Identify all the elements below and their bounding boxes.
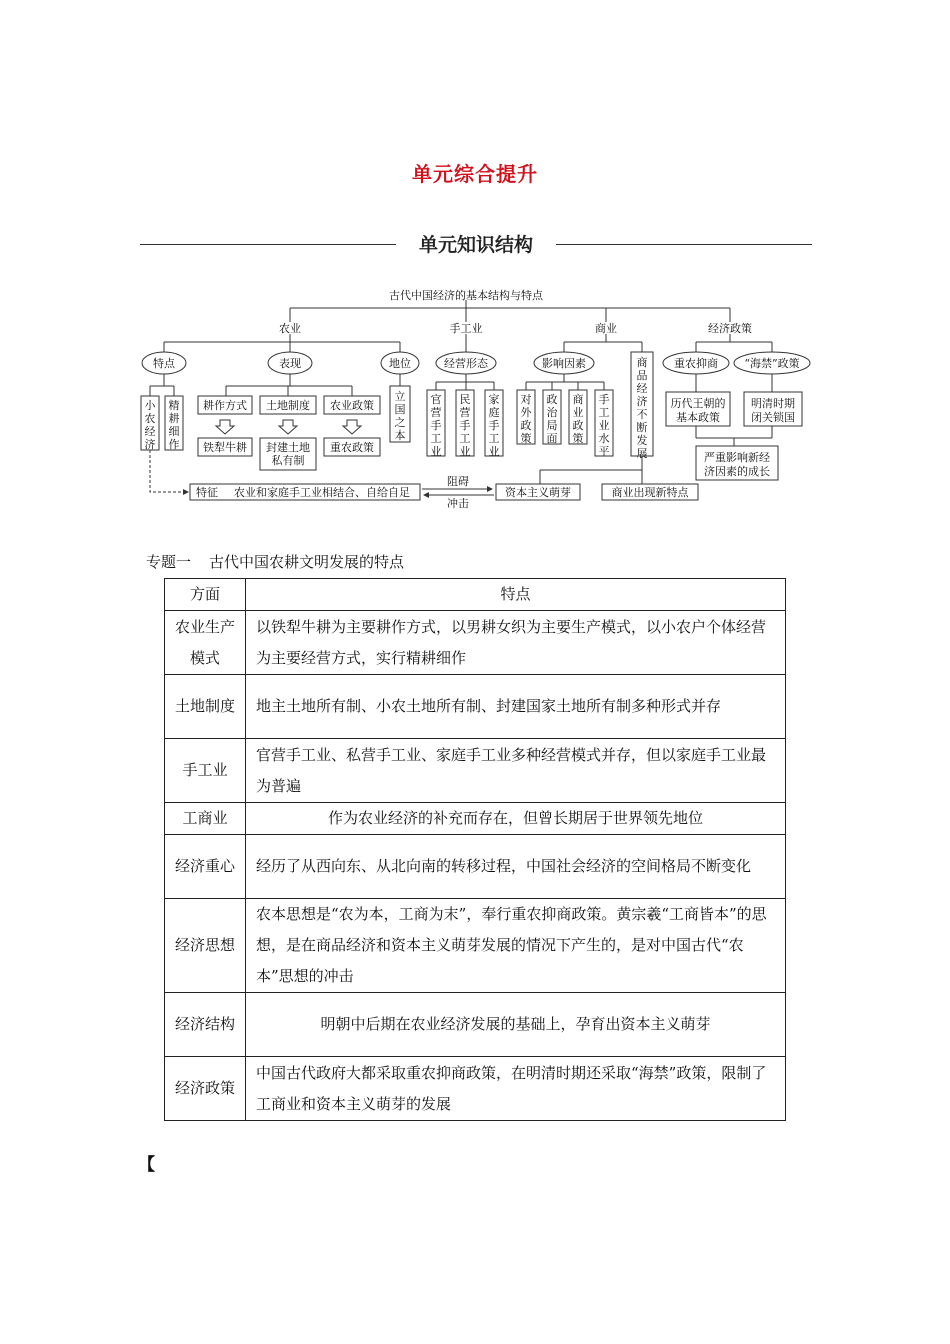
- table-header-row: [165, 579, 786, 611]
- table-row: [165, 675, 786, 739]
- handicraft-item-3: 家庭手工业: [488, 393, 500, 458]
- table-row: [165, 899, 786, 993]
- node-influence-factors: 影响因素: [542, 357, 586, 370]
- land-result: 封建土地私有制: [266, 441, 310, 467]
- node-status: 地位: [389, 357, 411, 370]
- row-aspect: 手工业: [165, 739, 246, 803]
- row-text: 中国古代政府大都采取重农抑商政策，在明清时期还采取“海禁”政策，限制了工商业和资本主义萌芽的发展: [246, 1057, 786, 1121]
- topic-number: 专题一: [146, 553, 192, 571]
- commerce-item-2: 政治局面: [546, 393, 558, 445]
- node-operation-form: 经营形态: [444, 357, 488, 370]
- manifest-label-1: 耕作方式: [203, 399, 247, 412]
- feature-label: 特征: [196, 486, 218, 499]
- row-aspect: 经济思想: [165, 899, 246, 993]
- row-aspect: 工商业: [165, 803, 246, 835]
- section-heading: [140, 230, 812, 258]
- row-text: 以铁犁牛耕为主要耕作方式，以男耕女织为主要生产模式，以小农户个体经营为主要经营方式，实行精耕细作: [246, 611, 786, 675]
- policy-item-2: 明清时期闭关锁国: [751, 397, 795, 424]
- hinder-label: 阻碍: [447, 475, 469, 488]
- handicraft-item-2: 民营手工业: [459, 393, 471, 458]
- trailing-bracket: 【: [138, 1155, 155, 1175]
- row-text: 作为农业经济的补充而存在，但曾长期居于世界领先地位: [246, 803, 786, 835]
- feature-item-2: 精耕细作: [168, 399, 180, 451]
- row-text: 经历了从西向东、从北向南的转移过程，中国社会经济的空间格局不断变化: [246, 835, 786, 899]
- sprouts-box: 资本主义萌芽: [505, 486, 571, 499]
- node-policy-1: 重农抑商: [674, 357, 718, 370]
- table-row: [165, 739, 786, 803]
- topic-name: 古代中国农耕文明发展的特点: [209, 553, 405, 571]
- manifest-result-1: 铁犁牛耕: [203, 441, 247, 454]
- table-row: [165, 835, 786, 899]
- manifest-label-2: 土地制度: [266, 399, 310, 412]
- node-policy-2: “海禁”政策: [744, 357, 800, 370]
- feature-item-1: 小农经济: [144, 399, 156, 451]
- table-row: [165, 803, 786, 835]
- branch-commerce: 商业: [595, 322, 617, 335]
- branch-handicraft: 手工业: [449, 322, 483, 335]
- handicraft-item-1: 官营手工业: [430, 393, 442, 458]
- row-text: 官营手工业、私营手工业、家庭手工业多种经营模式并存，但以家庭手工业最为普遍: [246, 739, 786, 803]
- row-aspect: 农业生产模式: [165, 611, 246, 675]
- row-aspect: 经济结构: [165, 993, 246, 1057]
- header-aspect: 方面: [165, 579, 246, 611]
- commerce-item-4: 手工业水平: [598, 393, 610, 458]
- commerce-item-3: 商业政策: [572, 393, 584, 445]
- policy-result: 严重影响新经济因素的成长: [704, 451, 770, 478]
- branch-policy: 经济政策: [708, 322, 752, 335]
- manifest-result-3: 重农政策: [330, 441, 374, 454]
- page-title: 单元综合提升: [412, 162, 538, 186]
- row-aspect: 土地制度: [165, 675, 246, 739]
- diagram-root: 古代中国经济的基本结构与特点: [389, 289, 543, 302]
- manifest-label-3: 农业政策: [330, 399, 374, 412]
- topic-title: [146, 551, 422, 572]
- row-aspect: 经济政策: [165, 1057, 246, 1121]
- node-features: 特点: [153, 357, 175, 370]
- table-row: [165, 611, 786, 675]
- features-table: [164, 578, 786, 1121]
- heading-rule-right: [556, 244, 812, 245]
- header-features: 特点: [246, 579, 786, 611]
- section-heading-text: 单元知识结构: [418, 234, 533, 256]
- node-manifestation: 表现: [279, 357, 301, 370]
- feature-text: 农业和家庭手工业相结合、自给自足: [234, 486, 410, 499]
- table-row: [165, 1057, 786, 1121]
- row-text: 农本思想是“农为本，工商为末”，奉行重农抑商政策。黄宗羲“工商皆本”的思想，是在商品经济和资本主义萌芽发展的情况下产生的，是对中国古代“农本”思想的冲击: [246, 899, 786, 993]
- row-text: 明朝中后期在农业经济发展的基础上，孕育出资本主义萌芽: [246, 993, 786, 1057]
- commerce-item-1: 对外政策: [520, 393, 532, 445]
- branch-agriculture: 农业: [279, 322, 301, 335]
- policy-item-1: 历代王朝的基本政策: [670, 397, 726, 424]
- row-text: 地主土地所有制、小农土地所有制、封建国家土地所有制多种形式并存: [246, 675, 786, 739]
- status-item: 立国之本: [394, 390, 406, 442]
- new-features-box: 商业出现新特点: [611, 486, 689, 499]
- impact-label: 冲击: [447, 497, 469, 510]
- table-row: [165, 993, 786, 1057]
- row-aspect: 经济重心: [165, 835, 246, 899]
- commodity-economy: 商品经济不断发展: [636, 356, 648, 460]
- knowledge-structure-diagram: [130, 286, 820, 511]
